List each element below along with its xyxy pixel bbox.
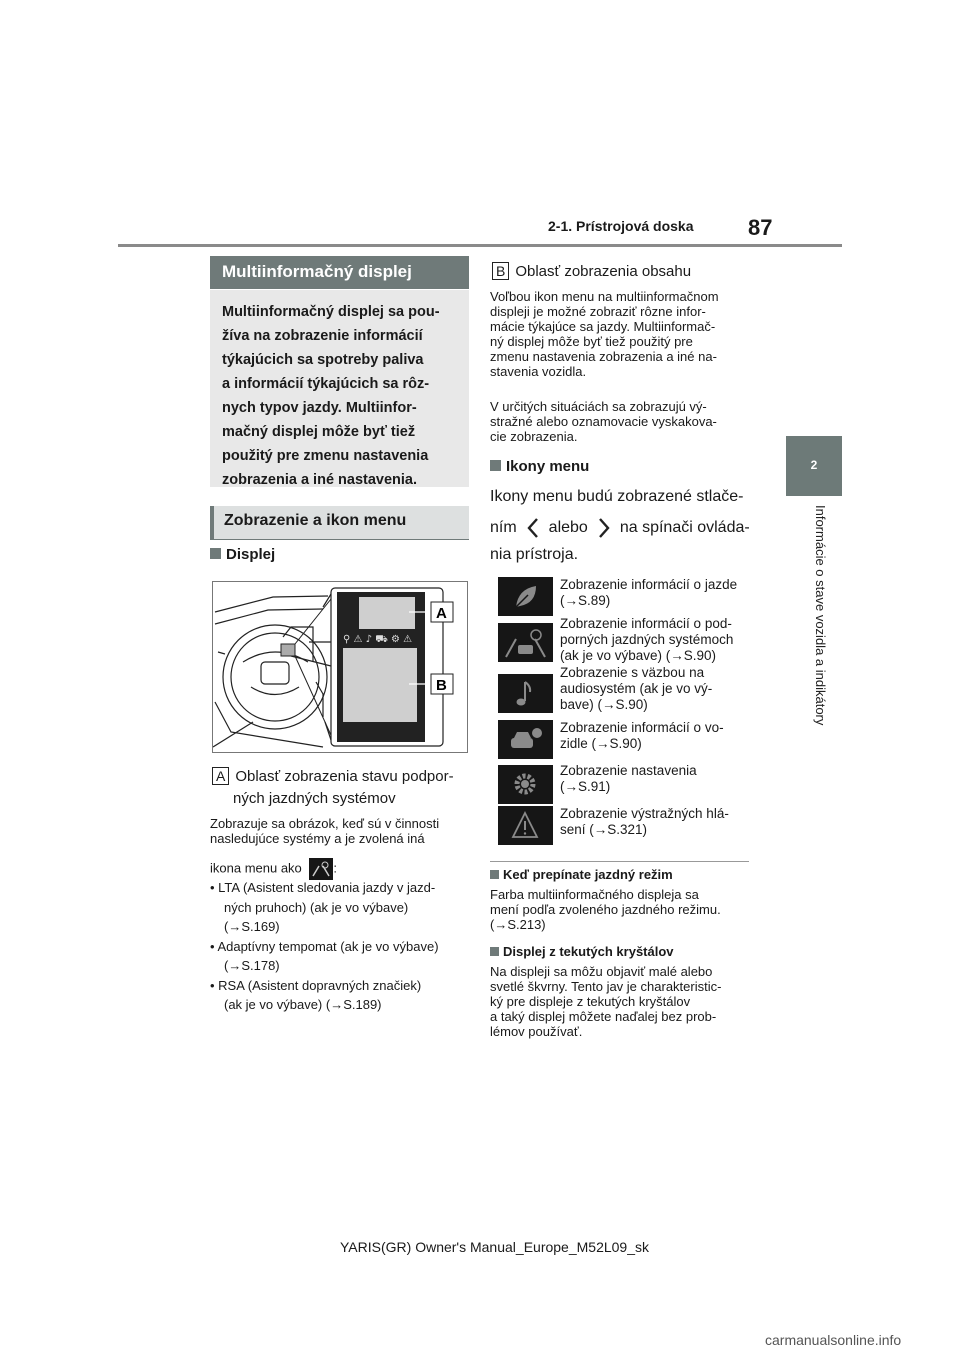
menu-item-line: sení (→S.321) [560, 822, 648, 837]
intro-line: nych typov jazdy. Multiinfor- [222, 400, 417, 416]
menu-item-text [560, 806, 750, 838]
lcd-heading [490, 944, 674, 959]
displej-heading [210, 546, 275, 563]
item-a-line1: Oblasť zobrazenia stavu podpor- [235, 768, 454, 785]
driving-assist-icon [309, 858, 333, 880]
item-a-desc-line: Zobrazuje sa obrázok, keď sú v činnosti [210, 816, 440, 831]
displej-heading-text: Displej [226, 546, 276, 563]
intro-line: Multiinformačný displej sa pou- [222, 304, 440, 320]
ikony-line2 [490, 517, 750, 539]
label-b: B [436, 677, 447, 694]
menu-item-text [560, 720, 750, 752]
item-a-desc-line3: ikona menu ako : [210, 858, 337, 880]
bullet-square-icon [490, 870, 499, 879]
ikony-line3: nia prístroja. [490, 546, 579, 563]
lcd-line: svetlé škvrny. Tento jav je charakteristic- [490, 979, 722, 994]
menu-item-line: bave) (→S.90) [560, 697, 648, 712]
chapter-number-tab: 2 [786, 436, 842, 496]
chapter-title: Informácie o stave vozidla a indikátory [813, 505, 828, 726]
intro-line: a informácií týkajúcich sa rôz- [222, 376, 430, 392]
divider [490, 861, 749, 862]
item-b-title-text: Oblasť zobrazenia obsahu [515, 263, 692, 280]
menu-item-text [560, 616, 750, 664]
mode-line: mení podľa zvoleného jazdného režimu. [490, 902, 721, 917]
menu-item-line: Zobrazenie s väzbou na [560, 665, 705, 680]
ikony-line1: Ikony menu budú zobrazené stlače- [490, 488, 744, 505]
warning-icon [498, 806, 553, 845]
mode-line: (→S.213) [490, 917, 546, 932]
intro-line: žíva na zobrazenie informácií [222, 328, 423, 344]
list-item: • Adaptívny tempomat (ak je vo výbave) [210, 938, 439, 954]
item-a-desc [210, 816, 470, 846]
item-a-title [212, 767, 454, 785]
menu-item-line: Zobrazenie výstražných hlá- [560, 806, 729, 821]
mode-line: Farba multiinformačného displeja sa [490, 887, 699, 902]
lcd-line: Na displeji sa môžu objaviť malé alebo [490, 964, 713, 979]
lcd-text [490, 964, 755, 1039]
watermark[interactable]: carmanualsonline.info [765, 1332, 902, 1348]
para-line: V určitých situáciách sa zobrazujú vý- [490, 399, 707, 414]
mode-text [490, 887, 755, 932]
item-a-line2: ných jazdných systémov [233, 790, 396, 807]
item-b-label: B [492, 262, 509, 280]
menu-item-text [560, 665, 750, 713]
area-b [343, 648, 417, 722]
menu-item-line: (→S.89) [560, 593, 611, 608]
menu-item-line: Zobrazenie informácií o pod- [560, 616, 732, 631]
area-a [359, 597, 415, 629]
item-b-title [492, 262, 691, 280]
list-item: ných pruhoch) (ak je vo výbave) [224, 899, 409, 915]
para-line: zmenu nastavenia zobrazenia a iné na- [490, 349, 717, 364]
menu-item-text [560, 577, 750, 609]
menu-item-line: (ak je vo výbave) (→S.90) [560, 648, 717, 663]
menu-item-line: porných jazdných systémoch [560, 632, 734, 647]
footer: YARIS(GR) Owner's Manual_Europe_M52L09_sk [340, 1239, 649, 1255]
para-line: stražné alebo oznamovacie vyskakova- [490, 414, 717, 429]
ikony-heading [490, 458, 589, 475]
list-item: (ak je vo výbave) (→S.189) [224, 997, 382, 1012]
list-item: • RSA (Asistent dopravných značiek) [210, 977, 422, 993]
ikony-line2-b: alebo [548, 519, 588, 536]
para-line: displeji je možné zobraziť rôzne infor- [490, 304, 706, 319]
chapter-title-vertical [812, 505, 834, 765]
menu-item-line: Zobrazenie informácií o vo- [560, 720, 724, 735]
para-line: cie zobrazenia. [490, 429, 578, 444]
item-a-desc-line: nasledujúce systémy a je zvolená iná [210, 831, 425, 846]
menu-item-line: Zobrazenie nastavenia [560, 763, 697, 778]
main-heading: Multiinformačný displej [210, 256, 469, 289]
para-line: mácie týkajúce sa jazdy. Multiinformač- [490, 319, 716, 334]
cluster-highlight [281, 644, 295, 656]
leaf-icon [498, 577, 553, 616]
item-a-label: A [212, 767, 229, 785]
menu-item-line: Zobrazenie informácií o jazde [560, 577, 738, 592]
gear-icon [498, 765, 553, 804]
section-title: 2-1. Prístrojová doska [548, 218, 694, 234]
music-note-icon [498, 674, 553, 713]
list-item: • LTA (Asistent sledovania jazdy v jazd- [210, 880, 436, 895]
menu-item-line: audiosystém (ak je vo vý- [560, 681, 713, 696]
mode-heading-text: Keď prepínate jazdný režim [503, 867, 673, 882]
intro-line: použitý pre zmenu nastavenia [222, 448, 429, 464]
para-line: Voľbou ikon menu na multiinformačnom [490, 289, 719, 304]
chevron-left-icon [525, 517, 541, 539]
paragraph-2 [490, 399, 755, 444]
cockpit-illustration [212, 581, 468, 753]
lcd-heading-text: Displej z tekutých kryštálov [503, 944, 674, 959]
sub-heading: Zobrazenie a ikon menu [210, 506, 469, 539]
driving-assist-icon [498, 623, 553, 662]
header-divider [118, 244, 842, 247]
ikony-line2-a: ním [490, 519, 517, 536]
menu-item-line: (→S.91) [560, 779, 611, 794]
list-item: (→S.169) [224, 919, 280, 934]
intro-box [210, 290, 469, 487]
list-item: (→S.178) [224, 958, 280, 973]
menu-item-line: zidle (→S.90) [560, 736, 642, 751]
lcd-line: a taký displej môžete naďalej bez prob- [490, 1009, 717, 1024]
vehicle-info-icon [498, 720, 553, 759]
para-line: stavenia vozidla. [490, 364, 587, 379]
bullet-square-icon [210, 548, 221, 559]
ikony-heading-text: Ikony menu [506, 458, 590, 475]
para-line: ný displej môže byť tiež použitý pre [490, 334, 693, 349]
ikony-line2-c: na spínači ovláda- [619, 519, 750, 536]
paragraph-1 [490, 289, 755, 379]
menu-item-text [560, 763, 750, 795]
intro-line: mačný displej môže byť tiež [222, 424, 416, 440]
bullet-square-icon [490, 947, 499, 956]
mini-menu-icons: ⚲ ⚠ ♪ ⛟ ⚙ ⚠ [343, 634, 413, 645]
item-a-desc-text: ikona menu ako [210, 860, 302, 876]
lcd-line: lémov používať. [490, 1024, 583, 1039]
mode-heading [490, 867, 673, 882]
chevron-right-icon [596, 517, 612, 539]
label-a: A [436, 605, 447, 622]
bullet-square-icon [490, 460, 501, 471]
systems-list [210, 878, 472, 1015]
sub-heading-rule [210, 539, 469, 540]
intro-line: zobrazenia a iné nastavenia. [222, 472, 418, 488]
lcd-line: ký pre displeje z tekutých kryštálov [490, 994, 691, 1009]
intro-line: týkajúcich sa spotreby paliva [222, 352, 424, 368]
page-number: 87 [748, 215, 773, 240]
cockpit-drawing [213, 582, 469, 754]
